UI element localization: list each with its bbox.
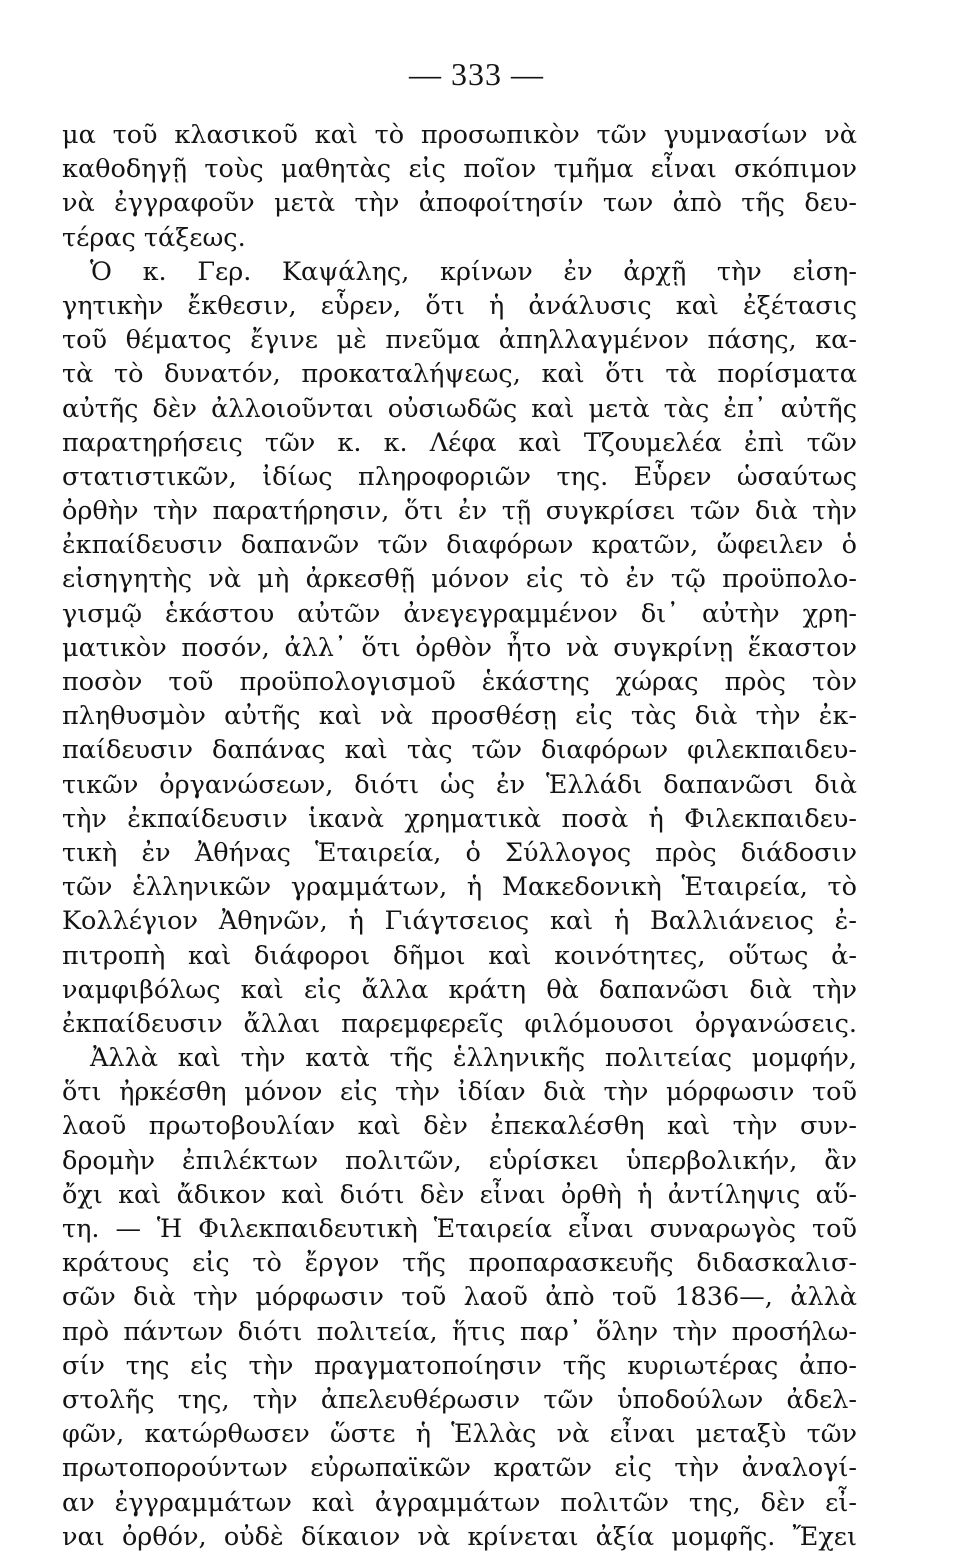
text-line: πρὸ πάντων διότι πολιτεία, ἥτις παρ᾽ ὅλην τὴν προσήλω- xyxy=(62,1316,857,1347)
text-line: παρατηρήσεις τῶν κ. κ. Λέφα καὶ Τζουμελέα ἐπὶ τῶν xyxy=(62,427,857,458)
page-number: — 333 — xyxy=(409,56,544,92)
text-line: τικὴ ἐν Ἀθήνας Ἑταιρεία, ὁ Σύλλογος πρὸς διάδοσιν xyxy=(62,837,857,868)
text-line: ναμφιβόλως καὶ εἰς ἄλλα κράτη θὰ δαπανῶσι διὰ τὴν xyxy=(62,974,857,1005)
text-line: πληθυσμὸν αὐτῆς καὶ νὰ προσθέσῃ εἰς τὰς διὰ τὴν ἐκ- xyxy=(62,701,857,732)
text-line: πρωτοπορούντων εὐρωπαϊκῶν κρατῶν εἰς τὴν ἀναλογί- xyxy=(62,1453,857,1484)
text-line: Ἀλλὰ καὶ τὴν κατὰ τῆς ἑλληνικῆς πολιτείας μομφήν, xyxy=(90,1043,857,1074)
text-line: τικῶν ὀργανώσεων, διότι ὡς ἐν Ἑλλάδι δαπανῶσι διὰ xyxy=(62,769,857,800)
text-line: ἐκπαίδευσιν δαπανῶν τῶν διαφόρων κρατῶν, ὤφειλεν ὁ xyxy=(62,530,857,561)
text-line: ὀρθὴν τὴν παρατήρησιν, ὅτι ἐν τῇ συγκρίσει τῶν διὰ τὴν xyxy=(62,496,857,527)
text-line: ποσὸν τοῦ προϋπολογισμοῦ ἑκάστης χώρας πρὸς τὸν xyxy=(62,667,857,697)
text-line: λαοῦ πρωτοβουλίαν καὶ δὲν ἐπεκαλέσθη καὶ τὴν συν- xyxy=(62,1111,857,1142)
text-line: σῶν διὰ τὴν μόρφωσιν τοῦ λαοῦ ἀπὸ τοῦ 1836—, ἀλλὰ xyxy=(62,1282,857,1313)
text-line: αν ἐγγραμμάτων καὶ ἀγραμμάτων πολιτῶν της, δὲν εἶ- xyxy=(62,1487,857,1518)
text-line: γισμῷ ἑκάστου αὐτῶν ἀνεγεγραμμένον δι᾽ αὐτὴν χρη- xyxy=(62,598,857,629)
body-text xyxy=(62,118,857,1554)
text-line: τη. — Ἡ Φιλεκπαιδευτικὴ Ἑταιρεία εἶναι συναρωγὸς τοῦ xyxy=(62,1214,857,1244)
text-line: κράτους εἰς τὸ ἔργον τῆς προπαρασκευῆς διδασκαλισ- xyxy=(62,1248,857,1279)
text-line: καθοδηγῇ τοὺς μαθητὰς εἰς ποῖον τμῆμα εἶναι σκόπιμον xyxy=(62,154,857,185)
text-line: αὐτῆς δὲν ἀλλοιοῦνται οὐσιωδῶς καὶ μετὰ τὰς ἐπ᾽ αὐτῆς xyxy=(62,393,857,424)
text-line: Κολλέγιον Ἀθηνῶν, ἡ Γιάγτσειος καὶ ἡ Βαλλιάνειος ἐ- xyxy=(62,906,857,937)
text-line: τὴν ἐκπαίδευσιν ἱκανὰ χρηματικὰ ποσὰ ἡ Φιλεκπαιδευ- xyxy=(62,803,857,834)
text-line: ματικὸν ποσόν, ἀλλ᾽ ὅτι ὀρθὸν ἦτο νὰ συγκρίνῃ ἕκαστον xyxy=(62,632,857,663)
text-line: μα τοῦ κλασικοῦ καὶ τὸ προσωπικὸν τῶν γυμνασίων νὰ xyxy=(62,120,857,150)
text-line: ναι ὀρθόν, οὐδὲ δίκαιον νὰ κρίνεται ἀξία μομφῆς. Ἔχει xyxy=(62,1521,857,1552)
text-line: στολῆς της, τὴν ἀπελευθέρωσιν τῶν ὑποδούλων ἀδελ- xyxy=(62,1384,857,1415)
text-line: παίδευσιν δαπάνας καὶ τὰς τῶν διαφόρων φιλεκπαιδευ- xyxy=(62,735,857,766)
text-line: πιτροπὴ καὶ διάφοροι δῆμοι καὶ κοινότητες, οὕτως ἀ- xyxy=(62,940,857,971)
text-line: γητικὴν ἔκθεσιν, εὗρεν, ὅτι ἡ ἀνάλυσις καὶ ἐξέτασις xyxy=(62,290,857,321)
text-line: εἰσηγητὴς νὰ μὴ ἀρκεσθῇ μόνον εἰς τὸ ἐν τῷ προϋπολο- xyxy=(62,564,857,595)
text-line: ἐκπαίδευσιν ἄλλαι παρεμφερεῖς φιλόμουσοι ὀργανώσεις. xyxy=(62,1008,857,1039)
text-line: ὄχι καὶ ἄδικον καὶ διότι δὲν εἶναι ὀρθὴ ἡ ἀντίληψις αὕ- xyxy=(62,1179,857,1210)
text-line: τέρας τάξεως. xyxy=(62,222,246,253)
text-line: σίν της εἰς τὴν πραγματοποίησιν τῆς κυριωτέρας ἀπο- xyxy=(62,1350,857,1381)
text-line: δρομὴν ἐπιλέκτων πολιτῶν, εὑρίσκει ὑπερβολικήν, ἂν xyxy=(62,1145,857,1176)
text-line: τὰ τὸ δυνατόν, προκαταλήψεως, καὶ ὅτι τὰ πορίσματα xyxy=(62,359,857,390)
text-line: στατιστικῶν, ἰδίως πληροφοριῶν της. Εὗρεν ὡσαύτως xyxy=(62,461,857,492)
text-line: ὅτι ἠρκέσθη μόνον εἰς τὴν ἰδίαν διὰ τὴν μόρφωσιν τοῦ xyxy=(62,1077,857,1108)
text-line: τῶν ἑλληνικῶν γραμμάτων, ἡ Μακεδονικὴ Ἑταιρεία, τὸ xyxy=(62,872,857,903)
text-line: φῶν, κατώρθωσεν ὥστε ἡ Ἑλλὰς νὰ εἶναι μεταξὺ τῶν xyxy=(62,1419,857,1450)
text-line: Ὁ κ. Γερ. Καψάλης, κρίνων ἐν ἀρχῇ τὴν εἰση- xyxy=(90,256,857,287)
text-line: νὰ ἐγγραφοῦν μετὰ τὴν ἀποφοίτησίν των ἀπὸ τῆς δευ- xyxy=(62,188,857,219)
text-line: τοῦ θέματος ἔγινε μὲ πνεῦμα ἀπηλλαγμένον πάσης, κα- xyxy=(62,325,857,356)
